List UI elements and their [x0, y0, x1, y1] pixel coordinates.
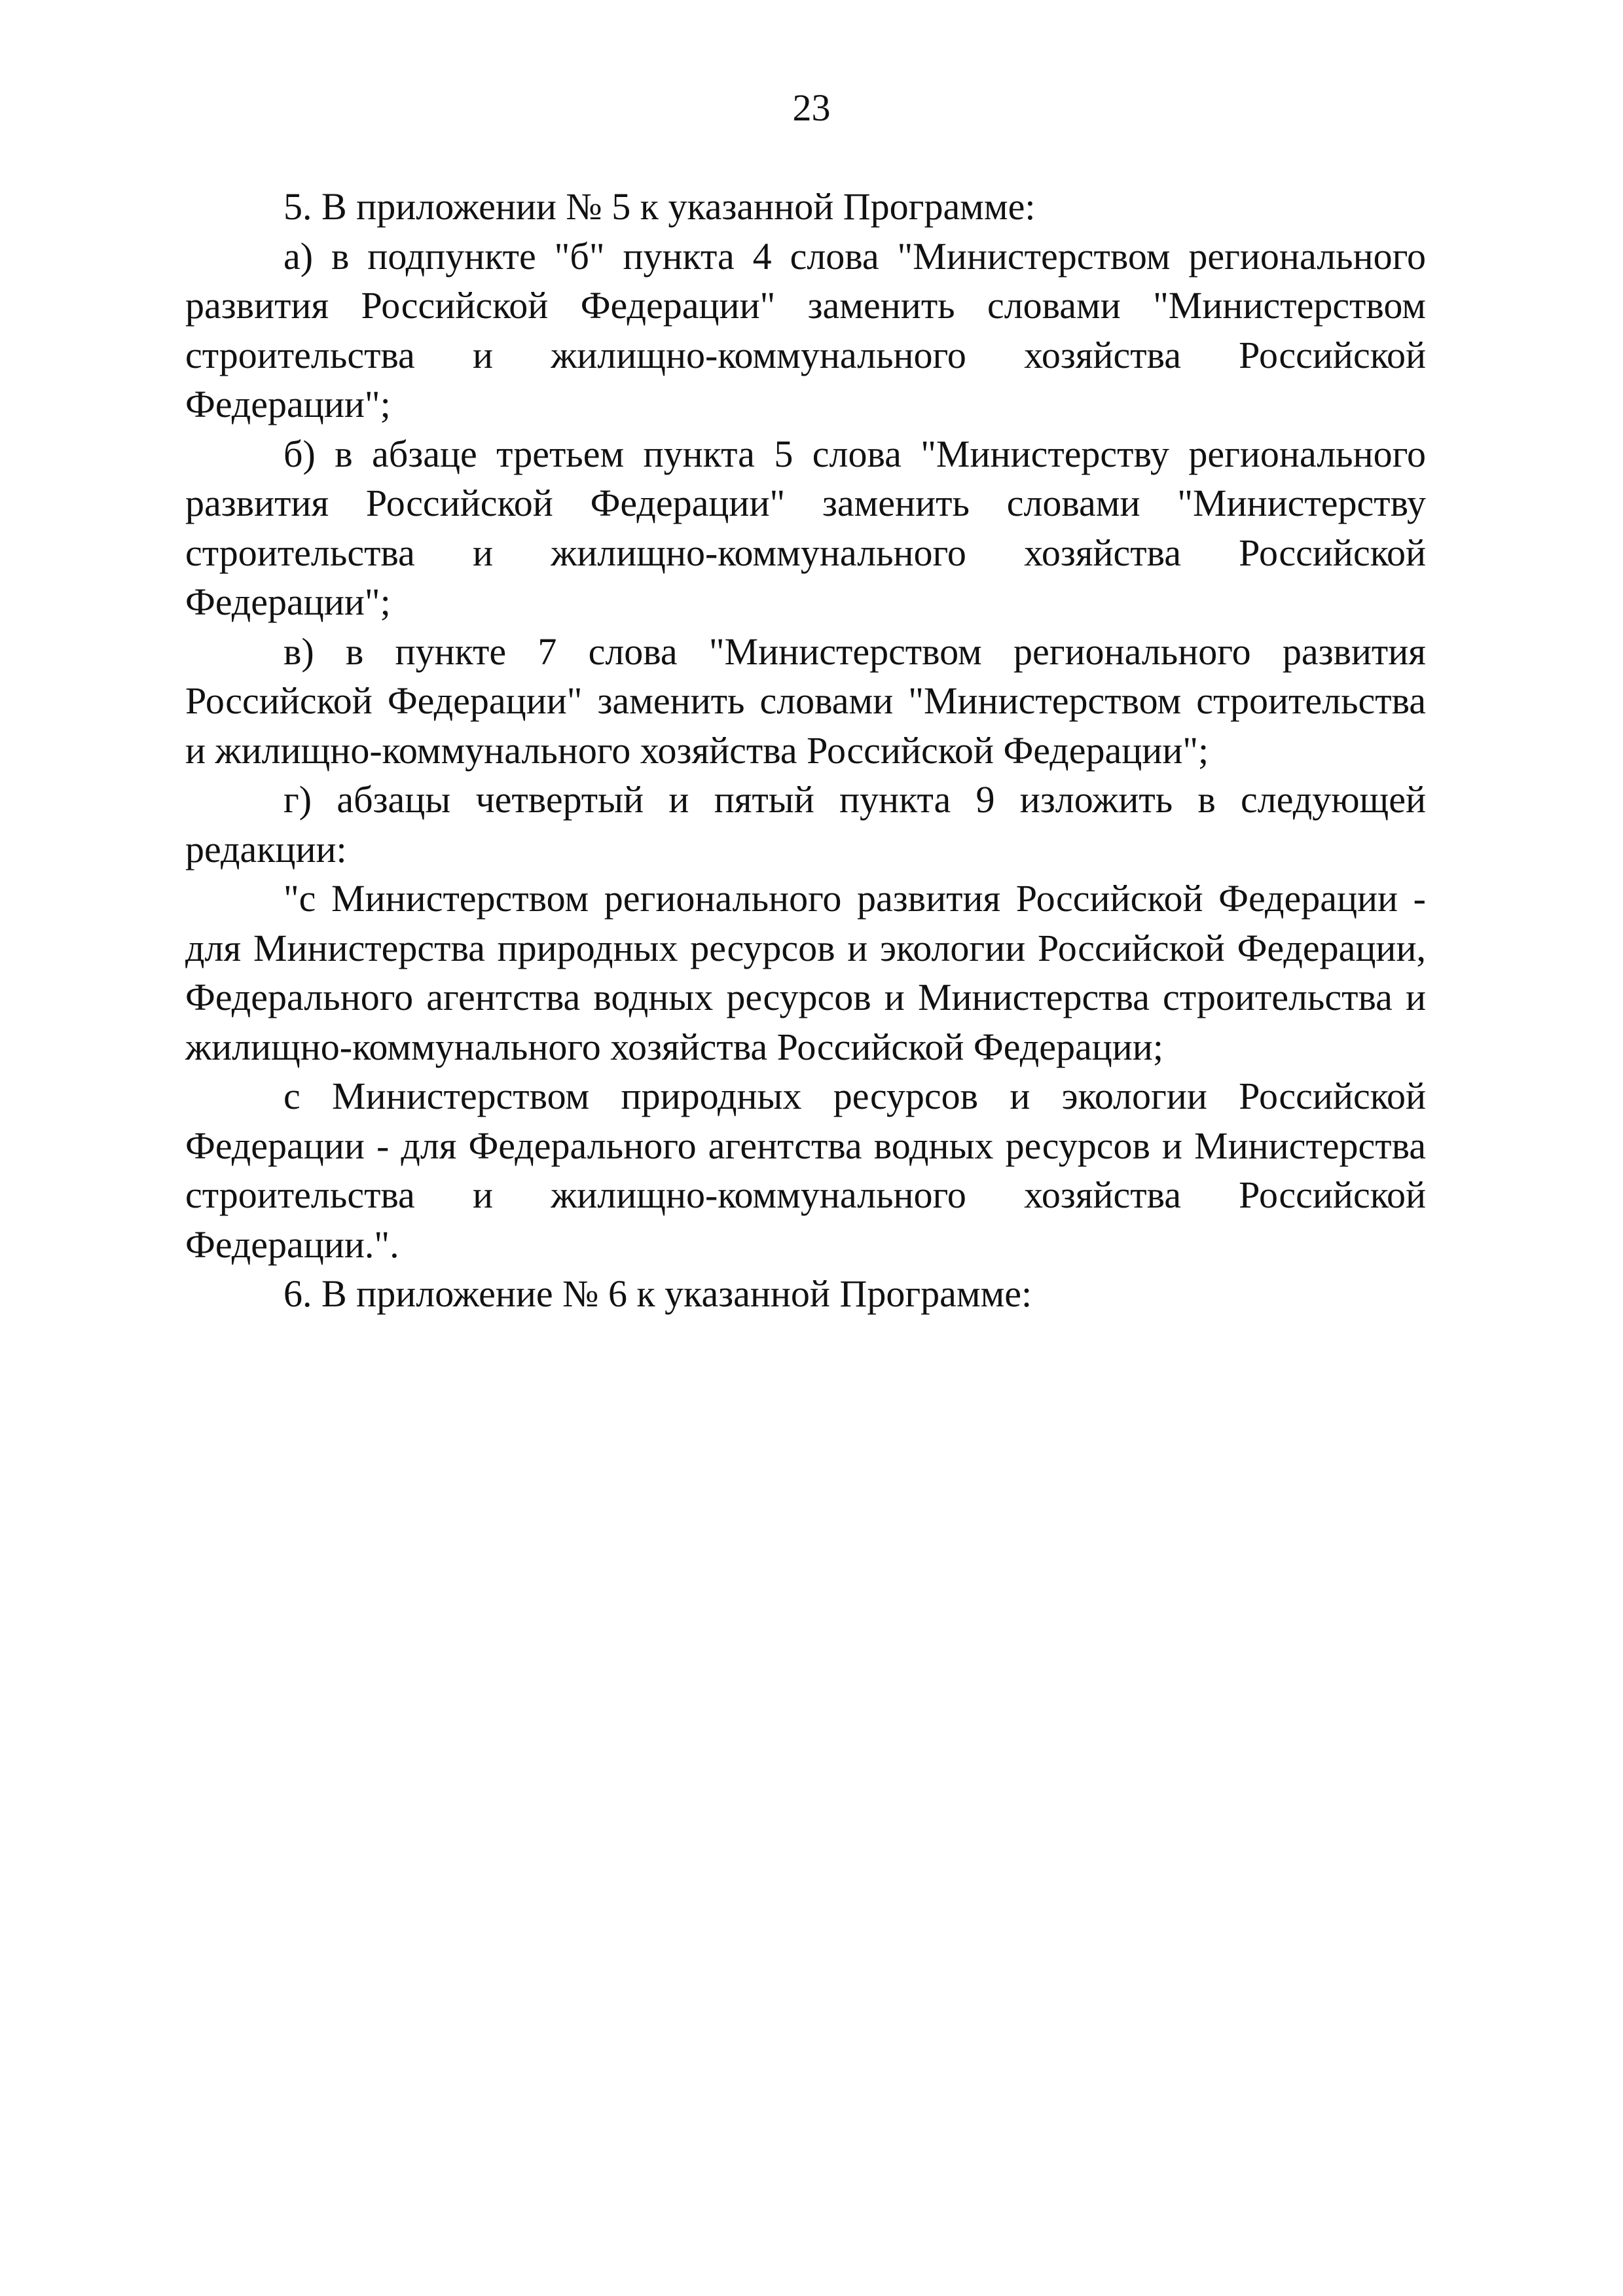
paragraph-subitem-v: в) в пункте 7 слова "Министерством регионального развития Российской Федерации" заменить словами "Министерством строительства и жилищно-коммунального хозяйства Российской Федерации";	[185, 630, 1426, 772]
paragraph-quoted-1: "с Министерством регионального развития Российской Федерации - для Министерства природных ресурсов и экологии Российской Федерации, Федерального агентства водных ресурсов и Министерства строительства и жилищно-коммунального хозяйства Российской Федерации;	[185, 877, 1426, 1068]
paragraph-item-5: 5. В приложении № 5 к указанной Программе:	[283, 185, 1036, 228]
page-number: 23	[792, 86, 831, 129]
paragraph-subitem-b: б) в абзаце третьем пункта 5 слова "Министерству регионального развития Российской Федерации" заменить словами "Министерству строительства и жилищно-коммунального хозяйства Российской Федерации";	[185, 432, 1426, 623]
paragraph-item-6: 6. В приложение № 6 к указанной Программе:	[283, 1272, 1032, 1315]
document-body	[185, 182, 1426, 1319]
paragraph-quoted-2: с Министерством природных ресурсов и экологии Российской Федерации - для Федерального агентства водных ресурсов и Министерства строительства и жилищно-коммунального хозяйства Российской Федерации.".	[185, 1075, 1426, 1266]
paragraph-subitem-a: а) в подпункте "б" пункта 4 слова "Министерством регионального развития Российской Федерации" заменить словами "Министерством строительства и жилищно-коммунального хозяйства Российской Федерации";	[185, 234, 1426, 425]
paragraph-subitem-g: г) абзацы четвертый и пятый пункта 9 изложить в следующей редакции:	[185, 778, 1426, 870]
